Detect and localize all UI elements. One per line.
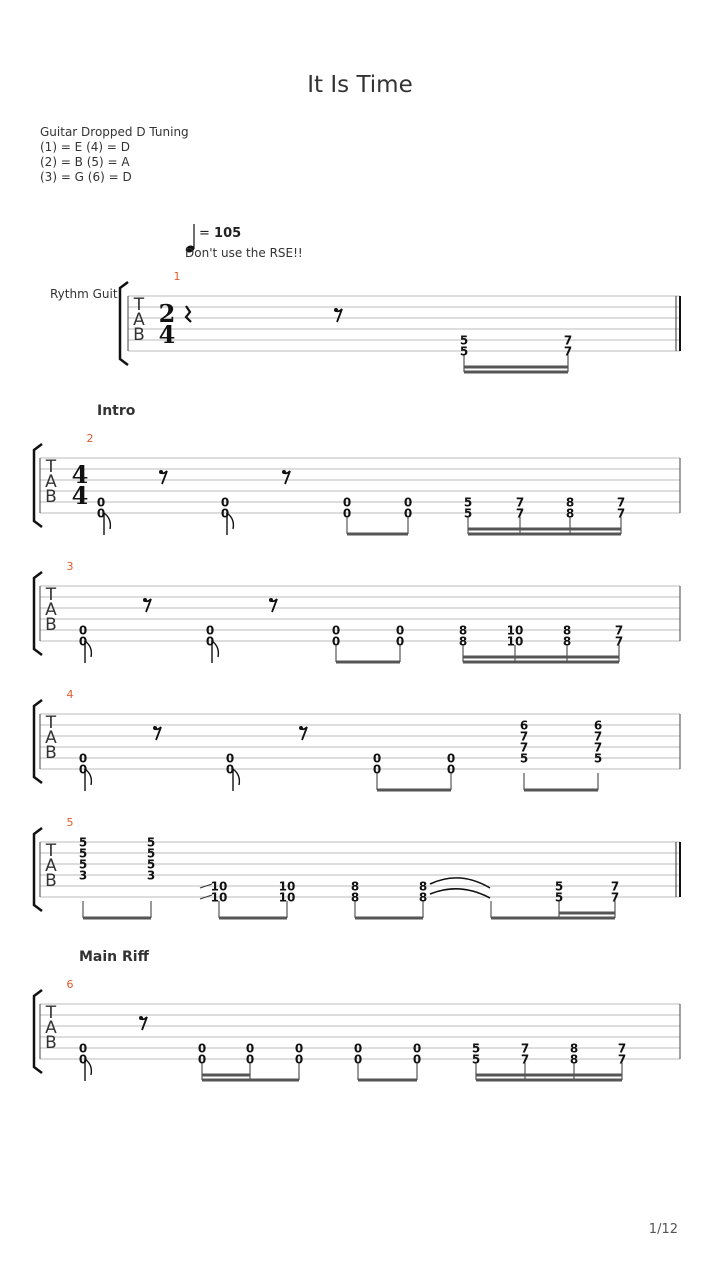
tab-clef-letter: B (133, 325, 145, 345)
fret-number: 7 (614, 634, 624, 649)
fret-number: 0 (78, 634, 88, 649)
fret-number: 10 (210, 879, 228, 894)
fret-number: 0 (353, 1052, 363, 1067)
fret-number: 8 (569, 1041, 579, 1056)
fret-number: 0 (446, 762, 456, 777)
fret-number: 5 (459, 333, 469, 348)
fret-number: 0 (412, 1052, 422, 1067)
fret-number: 7 (617, 1041, 627, 1056)
system-bracket (120, 282, 128, 365)
fret-number: 5 (463, 495, 473, 510)
fret-number: 0 (96, 495, 106, 510)
fret-number: 5 (593, 751, 603, 766)
measure-number: 3 (66, 560, 74, 573)
fret-number: 7 (610, 879, 620, 894)
fret-number: 0 (197, 1041, 207, 1056)
fret-number: 0 (225, 762, 235, 777)
fret-number: 7 (520, 1052, 530, 1067)
eighth-rest-dot (143, 598, 147, 602)
tab-clef-letter: A (133, 310, 145, 330)
measure-number: 2 (86, 432, 94, 445)
system-bracket (34, 990, 42, 1073)
tab-clef-letter: A (45, 728, 57, 748)
quarter-rest-icon (186, 306, 191, 322)
fret-number: 8 (562, 634, 572, 649)
tab-clef-letter: B (45, 871, 57, 891)
fret-number: 5 (463, 506, 473, 521)
song-title: It Is Time (307, 72, 413, 98)
tab-clef-letter: T (45, 585, 57, 605)
fret-number: 0 (220, 506, 230, 521)
fret-number: 0 (294, 1052, 304, 1067)
fret-number: 10 (278, 879, 296, 894)
tab-clef-letter: A (45, 1018, 57, 1038)
fret-number: 7 (515, 495, 525, 510)
fret-number: 5 (471, 1052, 481, 1067)
fret-number: 7 (616, 495, 626, 510)
fret-number: 7 (616, 506, 626, 521)
fret-number: 5 (146, 846, 156, 861)
tempo-note-text: Don't use the RSE!! (185, 246, 303, 260)
fret-number: 0 (197, 1052, 207, 1067)
fret-number: 6 (593, 718, 603, 733)
system-bracket (34, 700, 42, 783)
fret-number: 0 (395, 634, 405, 649)
eighth-rest-dot (334, 308, 338, 312)
fret-number: 0 (403, 495, 413, 510)
fret-number: 3 (78, 868, 88, 883)
fret-number: 0 (372, 762, 382, 777)
fret-number: 0 (78, 623, 88, 638)
eighth-rest-dot (299, 726, 303, 730)
eighth-rest-dot (269, 598, 273, 602)
fret-number: 0 (342, 495, 352, 510)
fret-number: 0 (331, 634, 341, 649)
fret-number: 3 (146, 868, 156, 883)
fret-number: 5 (78, 846, 88, 861)
fret-number: 10 (210, 890, 228, 905)
fret-number: 10 (278, 890, 296, 905)
fret-number: 7 (614, 623, 624, 638)
fret-number: 5 (471, 1041, 481, 1056)
tab-clef-letter: B (45, 1033, 57, 1053)
eighth-rest-dot (153, 726, 157, 730)
fret-number: 8 (418, 890, 428, 905)
fret-number: 8 (562, 623, 572, 638)
tab-clef-letter: B (45, 743, 57, 763)
fret-number: 5 (146, 835, 156, 850)
time-sig-bottom: 4 (158, 320, 176, 349)
fret-number: 8 (565, 506, 575, 521)
time-sig-bottom: 4 (71, 481, 89, 510)
system-bracket (34, 572, 42, 655)
fret-number: 0 (331, 623, 341, 638)
fret-number: 8 (458, 634, 468, 649)
fret-number: 0 (78, 762, 88, 777)
fret-number: 7 (617, 1052, 627, 1067)
track-name: Rythm Guit (50, 287, 118, 301)
fret-number: 0 (220, 495, 230, 510)
fret-number: 7 (593, 740, 603, 755)
fret-number: 7 (515, 506, 525, 521)
fret-number: 7 (519, 740, 529, 755)
fret-number: 7 (519, 729, 529, 744)
measure-number: 1 (173, 270, 181, 283)
tab-clef-letter: T (45, 1003, 57, 1023)
fret-number: 0 (78, 1041, 88, 1056)
tempo-bpm: 105 (214, 226, 242, 241)
fret-number: 7 (563, 333, 573, 348)
section-main-riff: Main Riff (79, 949, 149, 965)
fret-number: 0 (294, 1041, 304, 1056)
tab-clef-letter: B (45, 615, 57, 635)
fret-number: 7 (593, 729, 603, 744)
measure-number: 6 (66, 978, 74, 991)
time-sig-top: 4 (71, 460, 89, 489)
system-bracket (34, 828, 42, 911)
fret-number: 5 (78, 857, 88, 872)
time-sig-top: 2 (158, 299, 176, 328)
fret-number: 8 (569, 1052, 579, 1067)
tuning-heading: Guitar Dropped D Tuning (40, 125, 189, 139)
fret-number: 0 (342, 506, 352, 521)
fret-number: 8 (458, 623, 468, 638)
tempo-equals: = (199, 226, 210, 241)
tuning-line: (3) = G (6) = D (40, 170, 132, 184)
fret-number: 10 (506, 623, 524, 638)
fret-number: 5 (459, 344, 469, 359)
fret-number: 0 (395, 623, 405, 638)
tab-clef-letter: T (133, 295, 145, 315)
tab-clef-letter: A (45, 856, 57, 876)
eighth-rest-dot (139, 1016, 143, 1020)
fret-number: 7 (563, 344, 573, 359)
fret-number: 5 (554, 890, 564, 905)
eighth-rest-dot (159, 470, 163, 474)
fret-number: 10 (506, 634, 524, 649)
fret-number: 8 (565, 495, 575, 510)
fret-number: 5 (554, 879, 564, 894)
tab-clef-letter: A (45, 600, 57, 620)
page-number: 1/12 (648, 1222, 678, 1237)
fret-number: 8 (350, 879, 360, 894)
tuning-line: (1) = E (4) = D (40, 140, 130, 154)
fret-number: 5 (519, 751, 529, 766)
fret-number: 0 (205, 623, 215, 638)
fret-number: 7 (520, 1041, 530, 1056)
fret-number: 0 (205, 634, 215, 649)
fret-number: 0 (78, 751, 88, 766)
fret-number: 8 (350, 890, 360, 905)
system-bracket (34, 444, 42, 527)
fret-number: 6 (519, 718, 529, 733)
tab-clef-letter: B (45, 487, 57, 507)
fret-number: 0 (403, 506, 413, 521)
measure-number: 4 (66, 688, 74, 701)
eighth-rest-dot (282, 470, 286, 474)
tab-clef-letter: T (45, 841, 57, 861)
fret-number: 5 (78, 835, 88, 850)
section-intro: Intro (97, 403, 136, 419)
fret-number: 0 (372, 751, 382, 766)
tab-clef-letter: T (45, 457, 57, 477)
fret-number: 8 (418, 879, 428, 894)
measure-number: 5 (66, 816, 74, 829)
fret-number: 0 (78, 1052, 88, 1067)
fret-number: 0 (96, 506, 106, 521)
fret-number: 5 (146, 857, 156, 872)
fret-number: 0 (353, 1041, 363, 1056)
fret-number: 0 (245, 1041, 255, 1056)
tuning-line: (2) = B (5) = A (40, 155, 130, 169)
tab-clef-letter: T (45, 713, 57, 733)
fret-number: 0 (446, 751, 456, 766)
fret-number: 0 (225, 751, 235, 766)
fret-number: 0 (412, 1041, 422, 1056)
fret-number: 7 (610, 890, 620, 905)
tab-clef-letter: A (45, 472, 57, 492)
fret-number: 0 (245, 1052, 255, 1067)
